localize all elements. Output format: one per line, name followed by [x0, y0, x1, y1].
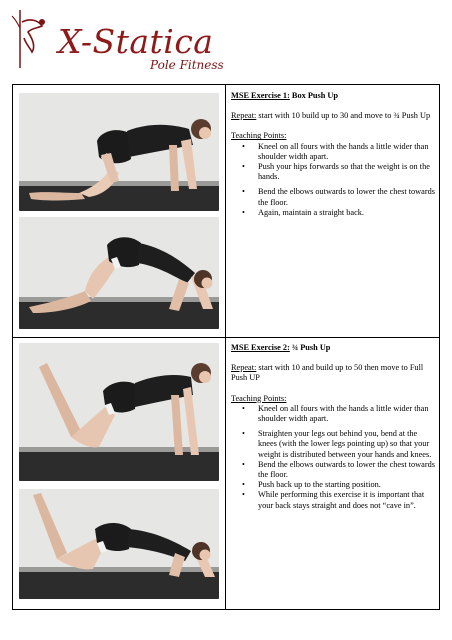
exercise-2-title — [231, 343, 437, 353]
brand-name: X-Statica — [58, 22, 214, 61]
repeat-text: start with 10 build up to 30 and move to ¾ Push Up — [256, 111, 431, 121]
exercise-row-2 — [13, 337, 439, 609]
exercise-1-repeat — [231, 111, 437, 121]
exercise-2-number: MSE Exercise 2: — [231, 343, 290, 352]
logo — [8, 8, 268, 70]
exercise-1-name: Box Push Up — [289, 91, 339, 100]
list-item: • Again, maintain a straight back. — [242, 207, 364, 217]
pole-dancer-icon — [8, 8, 58, 70]
exercise-2-repeat — [231, 363, 437, 383]
exercise-1-points — [231, 142, 437, 218]
list-item: • While performing this exercise it is important that your back stays straight and does not “cave in”. — [242, 490, 425, 510]
list-item: • Bend the elbows outwards to lower the chest towards the floor. — [242, 187, 435, 207]
repeat-text: start with 10 and build up to 50 then move to Full Push UP — [231, 363, 424, 383]
list-item: • Kneel on all fours with the hands a little wider than shoulder width apart. — [242, 403, 429, 424]
list-item: • Push back up to the starting position. — [242, 480, 381, 490]
teaching-points-label: Teaching Points: — [231, 131, 287, 141]
list-item: • Bend the elbows outwards to lower the chest towards the floor. — [242, 459, 435, 480]
exercise-2-points — [231, 404, 437, 511]
exercise-table — [12, 84, 440, 610]
three-quarter-push-up-photo-lowered — [19, 489, 219, 599]
exercise-1-text — [231, 91, 437, 218]
list-item: • Kneel on all fours with the hands a little wider than shoulder width apart. — [242, 141, 429, 161]
list-item: • Straighten your legs out behind you, bend at the knees (with the lower legs pointing up) so that your weight is distributed between your hands and knees. — [242, 429, 432, 459]
box-push-up-photo-start — [19, 93, 219, 211]
three-quarter-push-up-photo-start — [19, 343, 219, 481]
brand-tagline: Pole Fitness — [150, 58, 224, 72]
exercise-1-number: MSE Exercise 1: — [231, 91, 290, 100]
exercise-1-title — [231, 91, 437, 101]
teaching-points-label: Teaching Points: — [231, 393, 287, 403]
box-push-up-photo-lowered — [19, 217, 219, 329]
exercise-2-text — [231, 343, 437, 511]
repeat-label: Repeat: — [231, 111, 257, 121]
list-item: • Push your hips forwards so that the weight is on the hands. — [242, 162, 430, 182]
repeat-label: Repeat: — [231, 363, 257, 373]
exercise-2-name: ¾ Push Up — [289, 343, 331, 352]
exercise-row-1 — [13, 85, 439, 338]
